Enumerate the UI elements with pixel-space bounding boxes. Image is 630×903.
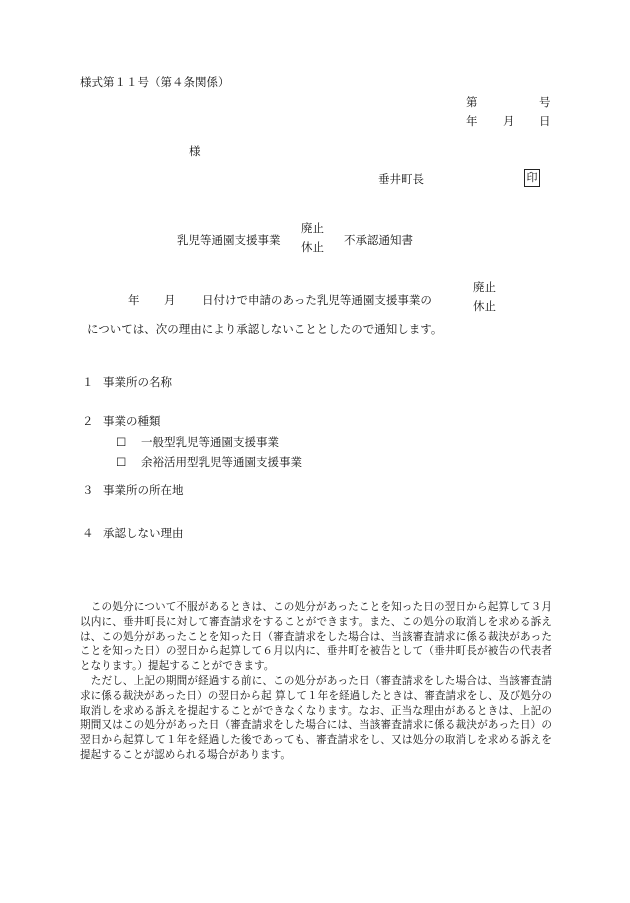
item4-label: 承認しない理由 xyxy=(103,526,184,540)
notice-paragraph-1: この処分について不服があるときは、この処分があったことを知った日の翌日から起算して３月以内に、垂井町長に対して審査請求をすることができます。また、この処分の取消しを求める訴えは、この処分があったことを知った日（審査請求をした場合は、当該審査請求に係る裁決があったことを知った日）の翌日から起算して６月以内に、垂井町を被告として（垂井町長が被告の代表者となります。）提起することができます。 xyxy=(80,601,552,673)
option-checkbox[interactable]: ☐ xyxy=(116,455,127,469)
intro-year: 年 xyxy=(128,293,140,307)
form-number: 様式第１１号（第４条関係） xyxy=(80,75,230,89)
date-year: 年 xyxy=(466,114,478,128)
item2-label: 事業の種類 xyxy=(103,414,161,428)
title-option-kyushi: 休止 xyxy=(301,240,324,254)
intro-text: 日付けで申請のあった乳児等通園支援事業の xyxy=(202,293,432,307)
title-option-haishi: 廃止 xyxy=(301,221,324,235)
intro-option-haishi: 廃止 xyxy=(473,280,496,294)
intro-option-kyushi: 休止 xyxy=(473,299,496,313)
date-day: 日 xyxy=(539,114,551,128)
date-month: 月 xyxy=(503,114,515,128)
addressee-suffix: 様 xyxy=(189,144,201,158)
intro-line2: については、次の理由により承認しないこととしたので通知します。 xyxy=(87,322,443,336)
option-checkbox[interactable]: ☐ xyxy=(116,435,127,449)
doc-number-suffix: 号 xyxy=(539,95,551,109)
title-right: 不承認通知書 xyxy=(344,233,413,247)
doc-number-prefix: 第 xyxy=(466,95,478,109)
intro-month: 月 xyxy=(164,293,176,307)
option-label: 余裕活用型乳児等通園支援事業 xyxy=(141,455,302,469)
item3-number: ３ xyxy=(82,483,94,497)
item1-label: 事業所の名称 xyxy=(103,375,172,389)
notice-paragraph-2: ただし、上記の期間が経過する前に、この処分があった日（審査請求をした場合は、当該審査請求に係る裁決があった日）の翌日から起 算して１年を経過したときは、審査請求をし、及び処分の取消しを求める訴えを提起することができなくなります。なお、正当な理由があるときは、上記の期間又はこの処分があった日（審査請求をした場合には、当該審査請求に係る裁決があった日）の翌日から起算して１年を経過した後であっても、審査請求をし、又は処分の取消しを求める訴えを提起することが認められる場合があります。 xyxy=(80,675,552,761)
title-left: 乳児等通園支援事業 xyxy=(177,233,281,247)
item1-number: １ xyxy=(82,375,94,389)
seal-stamp: 印 xyxy=(524,169,540,187)
option-label: 一般型乳児等通園支援事業 xyxy=(141,435,279,449)
item2-number: ２ xyxy=(82,414,94,428)
item3-label: 事業所の所在地 xyxy=(103,483,184,497)
item4-number: ４ xyxy=(82,526,94,540)
issuer-name: 垂井町長 xyxy=(378,172,424,186)
